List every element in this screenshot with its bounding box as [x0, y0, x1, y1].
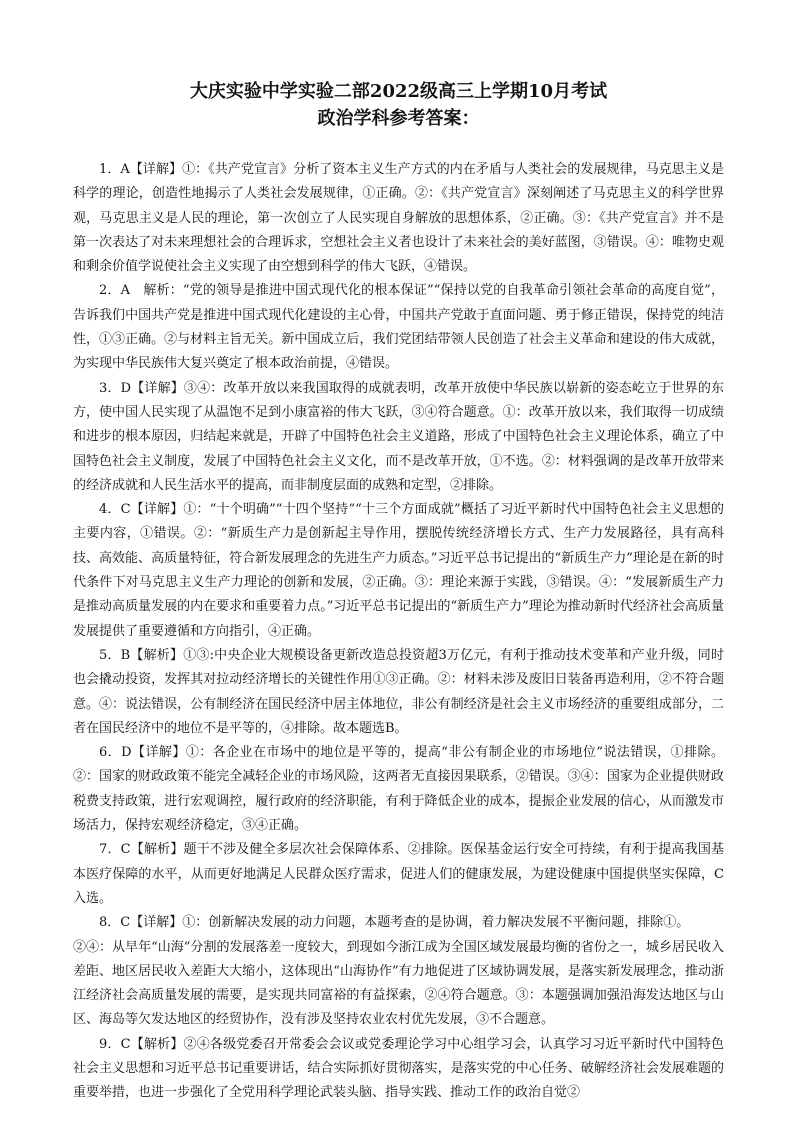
document-title: 大庆实验中学实验二部2022级高三上学期10月考试 [189, 81, 608, 102]
answer-paragraph: 5．B【解析】①③:中央企业大规模设备更新改造总投资超3万亿元，有利于推动技术变革和产业升级，同时也会撬动投资，发挥其对拉动经济增长的关键性作用①③正确。②：材料未涉及废旧日装备再造利用，②不符合题意。④：说法错误，公有制经济在国民经济中居主体地位，非公有制经济是社会主义市场经济的重要组成部分，二者在国民经济中的地位不是平等的，④排除。故本题选B。 [73, 647, 724, 736]
answer-paragraph: 7．C【解析】题干不涉及健全多层次社会保障体系、②排除。医保基金运行安全可持续，有利于提高我国基本医疗保障的水平，从而更好地满足人民群众医疗需求，促进人们的健康发展，为建设健康中国提供坚实保障，C入选。 [73, 842, 724, 906]
document-subtitle: 政治学科参考答案： [317, 108, 480, 129]
answer-paragraph: 6．D【详解】①：各企业在市场中的地位是平等的，提高“非公有制企业的市场地位”说法错误，①排除。②：国家的财政政策不能完全减轻企业的市场风险，这两者无直接因果联系，②错误。③④：国家为企业提供财政税费支持政策，进行宏观调控，履行政府的经济职能，有利于降低企业的成本，提振企业发展的信心，从而激发市场活力，保持宏观经济稳定，③④正确。 [73, 745, 724, 834]
answer-paragraph: 8．C【详解】①：创新解决发展的动力问题，本题考查的是协调，着力解决发展不平衡问题，排除①。 [99, 915, 690, 931]
answer-paragraph: 4．C【详解】①：“十个明确”“十四个坚持”“十三个方面成就”概括了习近平新时代中国特色社会主义思想的主要内容，①错误。②：“新质生产力是创新起主导作用，摆脱传统经济增长方式、生产力发展路径，具有高科技、高效能、高质量特征，符合新发展理念的先进生产力质态。”习近平总书记提出的“新质生产力”理论是在新的时代条件下对马克思主义生产力理论的创新和发展，②正确。③：理论来源于实践，③错误。④：“发展新质生产力是推动高质量发展的内在要求和重要着力点。”习近平总书记提出的“新质生产力”理论为推动新时代经济社会高质量发展提供了重要遵循和方向指引，④正确。 [73, 502, 724, 639]
answer-paragraph: 9．C【解析】②④各级党委召开常委会会议或党委理论学习中心组学习会，认真学习习近平新时代中国特色社会主义思想和习近平总书记重要讲话，结合实际抓好贯彻落实，是落实党的中心任务、破解经济社会发展难题的重要举措，也进一步强化了全党用科学理论武装头脑、指导实践、推动工作的政治自觉② [73, 1036, 724, 1101]
answer-paragraph: ②④：从早年“山海”分割的发展落差一度较大，到现如今浙江成为全国区域发展最均衡的省份之一，城乡居民收入差距、地区居民收入差距大大缩小，这体现出“山海协作”有力地促进了区域协调发展，是落实新发展理念，推动浙江经济社会高质量发展的需要，是实现共同富裕的有益探索，②④符合题意。③：本题强调加强沿海发达地区与山区、海岛等欠发达地区的经贸协作，没有涉及坚持农业农村优先发展，③不合题意。 [73, 939, 724, 1028]
answer-paragraph: 3．D【详解】③④：改革开放以来我国取得的成就表明，改革开放使中华民族以崭新的姿态屹立于世界的东方，使中国人民实现了从温饱不足到小康富裕的伟大飞跃，③④符合题意。①：改革开放以来，我们取得一切成绩和进步的根本原因，归结起来就是，开辟了中国特色社会主义道路，形成了中国特色社会主义理论体系，确立了中国特色社会主义制度，发展了中国特色社会主义文化，而不是改革开放，①不选。②：材料强调的是改革开放带来的经济成就和人民生活水平的提高，而非制度层面的成熟和定型，②排除。 [73, 380, 724, 493]
answer-paragraph: 2．A 解析：“党的领导是推进中国式现代化的根本保证”“保持以党的自我革命引领社会革命的高度自觉”，告诉我们中国共产党是推进中国式现代化建设的主心骨，中国共产党敢于直面问题、勇于修正错误，保持党的纯洁性，①③正确。②与材料主旨无关。新中国成立后，我们党团结带领人民创造了社会主义革命和建设的伟大成就，为实现中华民族伟大复兴奠定了根本政治前提，④错误。 [73, 283, 724, 372]
answer-list [73, 158, 724, 1106]
answer-paragraph: 1．A【详解】①：《共产党宣言》分析了资本主义生产方式的内在矛盾与人类社会的发展规律，马克思主义是科学的理论，创造性地揭示了人类社会发展规律，①正确。②：《共产党宣言》深刻阐述了马克思主义的科学世界观，马克思主义是人民的理论，第一次创立了人民实现自身解放的思想体系，②正确。③：《共产党宣言》并不是第一次表达了对未来理想社会的合理诉求，空想社会主义者也设计了未来社会的美好蓝图，③错误。④：唯物史观和剩余价值学说使社会主义实现了由空想到科学的伟大飞跃，④错误。 [73, 162, 724, 275]
